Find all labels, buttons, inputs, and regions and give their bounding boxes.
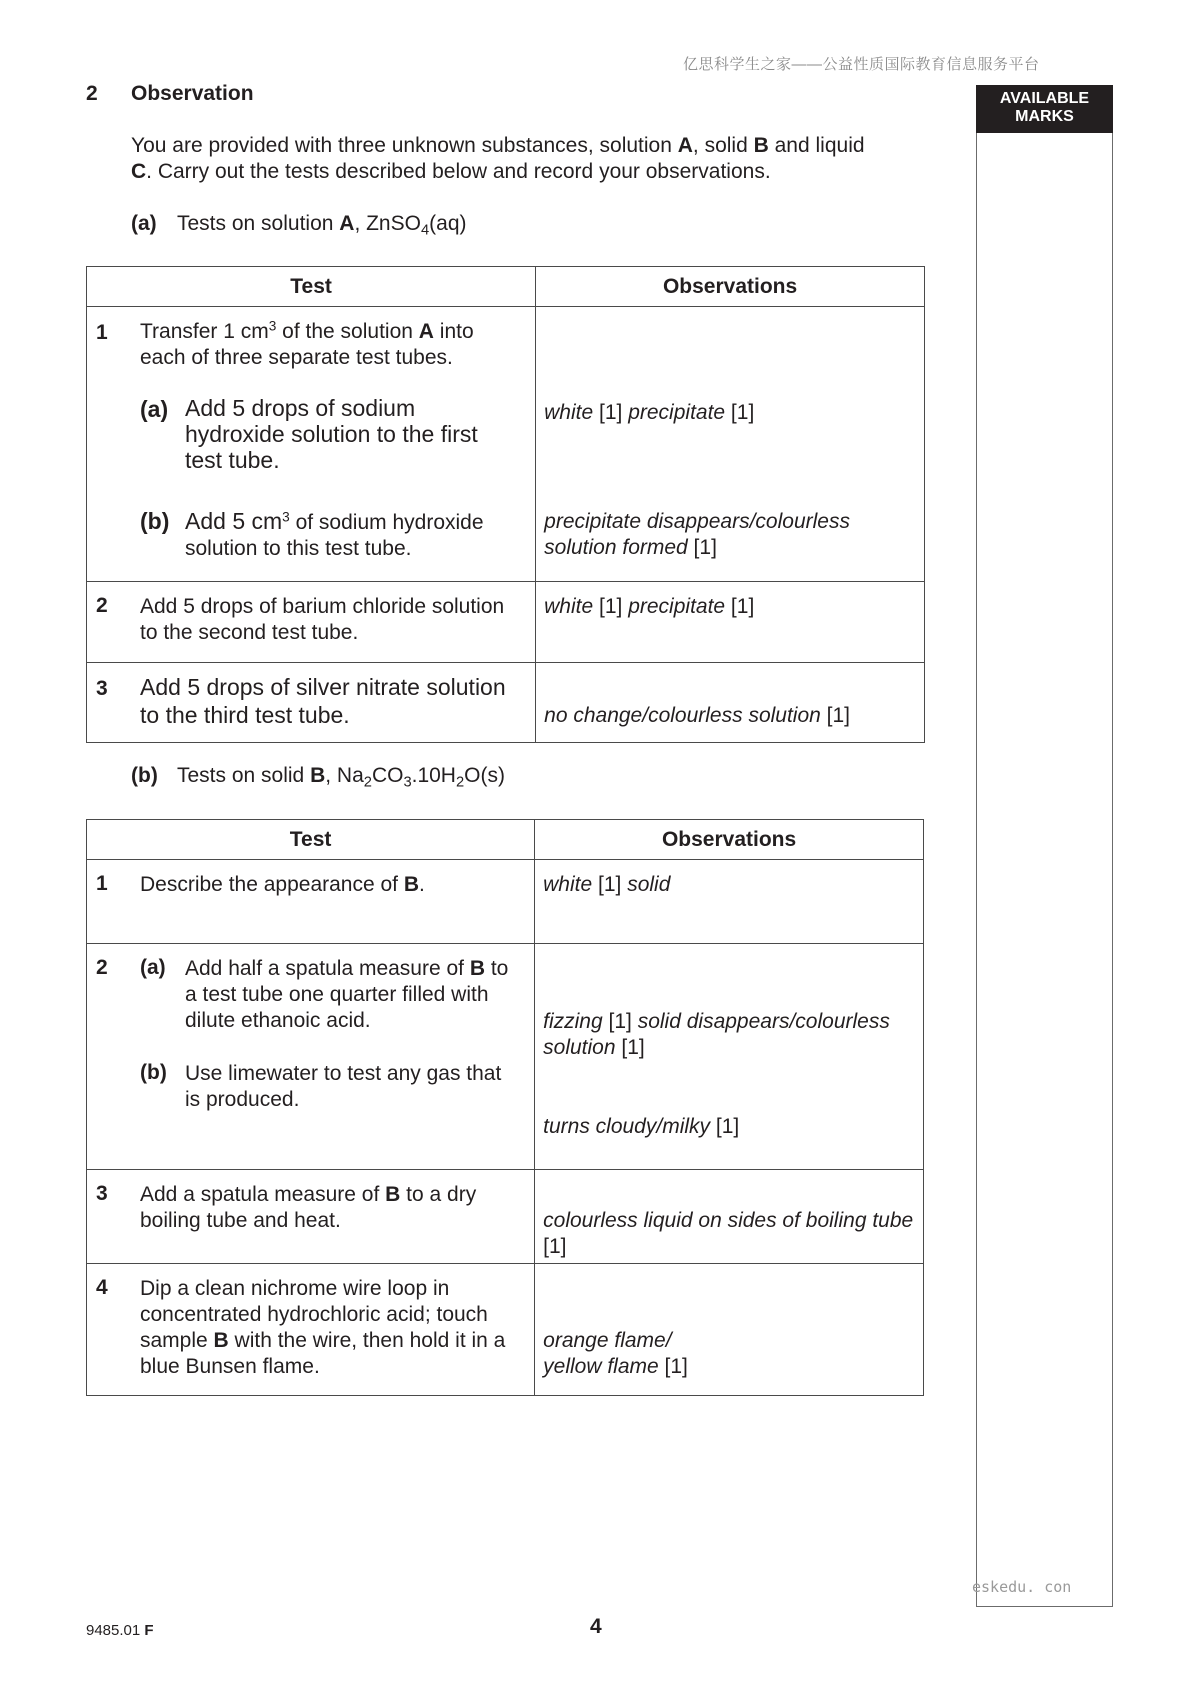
available-marks-column: [976, 85, 1113, 1607]
watermark-header: 亿思科学生之家——公益性质国际教育信息服务平台: [683, 56, 1040, 73]
test-b1: Describe the appearance of B.: [140, 873, 425, 896]
intro-paragraph: You are provided with three unknown substances, solution A, solid B and liquid C. Carry out the tests described below and record your observations.: [131, 134, 865, 183]
table-row: [87, 1264, 924, 1396]
table-row: [87, 582, 925, 663]
obs-b1: white [1] solid: [543, 873, 671, 896]
table-solid-b: [86, 819, 924, 1396]
table-row: [87, 663, 925, 743]
row-number: 4: [96, 1276, 108, 1299]
table-row: 1 Transfer 1 $cm^3$ of the solution A into each of three separate test tubes. (a) Add 5 drops of sodium hydroxide solution to the first test tube. (b) Add 5 $cm^3$ of sodium hydroxide solution to this test tube. white [1] precipitate [1] precipitate disappears/colourless solution formed [1]: [87, 307, 925, 582]
obs-a1a: white [1] precipitate [1]: [544, 401, 755, 424]
available-marks-label: AVAILABLE MARKS: [999, 90, 1090, 125]
table-solution-a: [86, 266, 925, 743]
table-row: [87, 1170, 924, 1264]
table-b-header-test: Test: [87, 820, 535, 860]
table-b-header-observations: Observations: [535, 820, 924, 860]
question-number: 2: [86, 82, 98, 105]
available-marks-header: [976, 85, 1113, 133]
test-a2: Add 5 drops of barium chloride solution to the second test tube.: [140, 595, 505, 644]
test-a1-intro: Transfer 1 $cm^3$ of the solution A into each of three separate test tubes.: [140, 318, 474, 369]
row-number: 3: [96, 1182, 108, 1205]
obs-b2b: turns cloudy/milky [1]: [543, 1115, 740, 1138]
obs-b4: orange flame/ yellow flame [1]: [543, 1329, 688, 1378]
paper-code: 9485.01 F: [86, 1622, 154, 1639]
table-a-header-test: Test: [87, 267, 536, 307]
row-number: 1: [96, 321, 108, 344]
obs-b3: colourless liquid on sides of boiling tube [1]: [543, 1209, 914, 1258]
table-row: [87, 860, 924, 944]
part-a-heading: (a) Tests on solution A, ZnSO$_4$(aq): [131, 212, 467, 239]
row-number: 3: [96, 677, 108, 700]
table-a-header-observations: Observations: [536, 267, 925, 307]
question-title: Observation: [131, 82, 254, 105]
obs-a1b: precipitate disappears/colourless solution formed [1]: [544, 510, 850, 559]
part-b-heading: (b) Tests on solid B, $Na_2CO_3.10H_2O(s)$: [131, 764, 505, 791]
test-b4: Dip a clean nichrome wire loop in concentrated hydrochloric acid; touch sample B with the wire, then hold it in a blue Bunsen flame.: [140, 1277, 506, 1378]
test-a3: Add 5 drops of silver nitrate solution to the third test tube.: [140, 674, 506, 728]
page-number: 4: [590, 1615, 602, 1638]
row-number: 2: [96, 594, 108, 617]
test-b3: Add a spatula measure of B to a dry boiling tube and heat.: [140, 1183, 477, 1232]
row-number: 2: [96, 956, 108, 979]
watermark-footer: eskedu. con: [972, 1578, 1072, 1596]
table-row: 2 (a) Add half a spatula measure of B to a test tube one quarter filled with dilute ethanoic acid. (b) Use limewater to test any gas that is produced. fizzing [1] solid disappears/colourless solution [1] turns cloudy/milky [1]: [87, 944, 924, 1170]
obs-a3: no change/colourless solution [1]: [544, 704, 851, 727]
obs-a2: white [1] precipitate [1]: [544, 595, 755, 618]
obs-b2a: fizzing [1] solid disappears/colourless solution [1]: [543, 1010, 890, 1059]
row-number: 1: [96, 872, 108, 895]
